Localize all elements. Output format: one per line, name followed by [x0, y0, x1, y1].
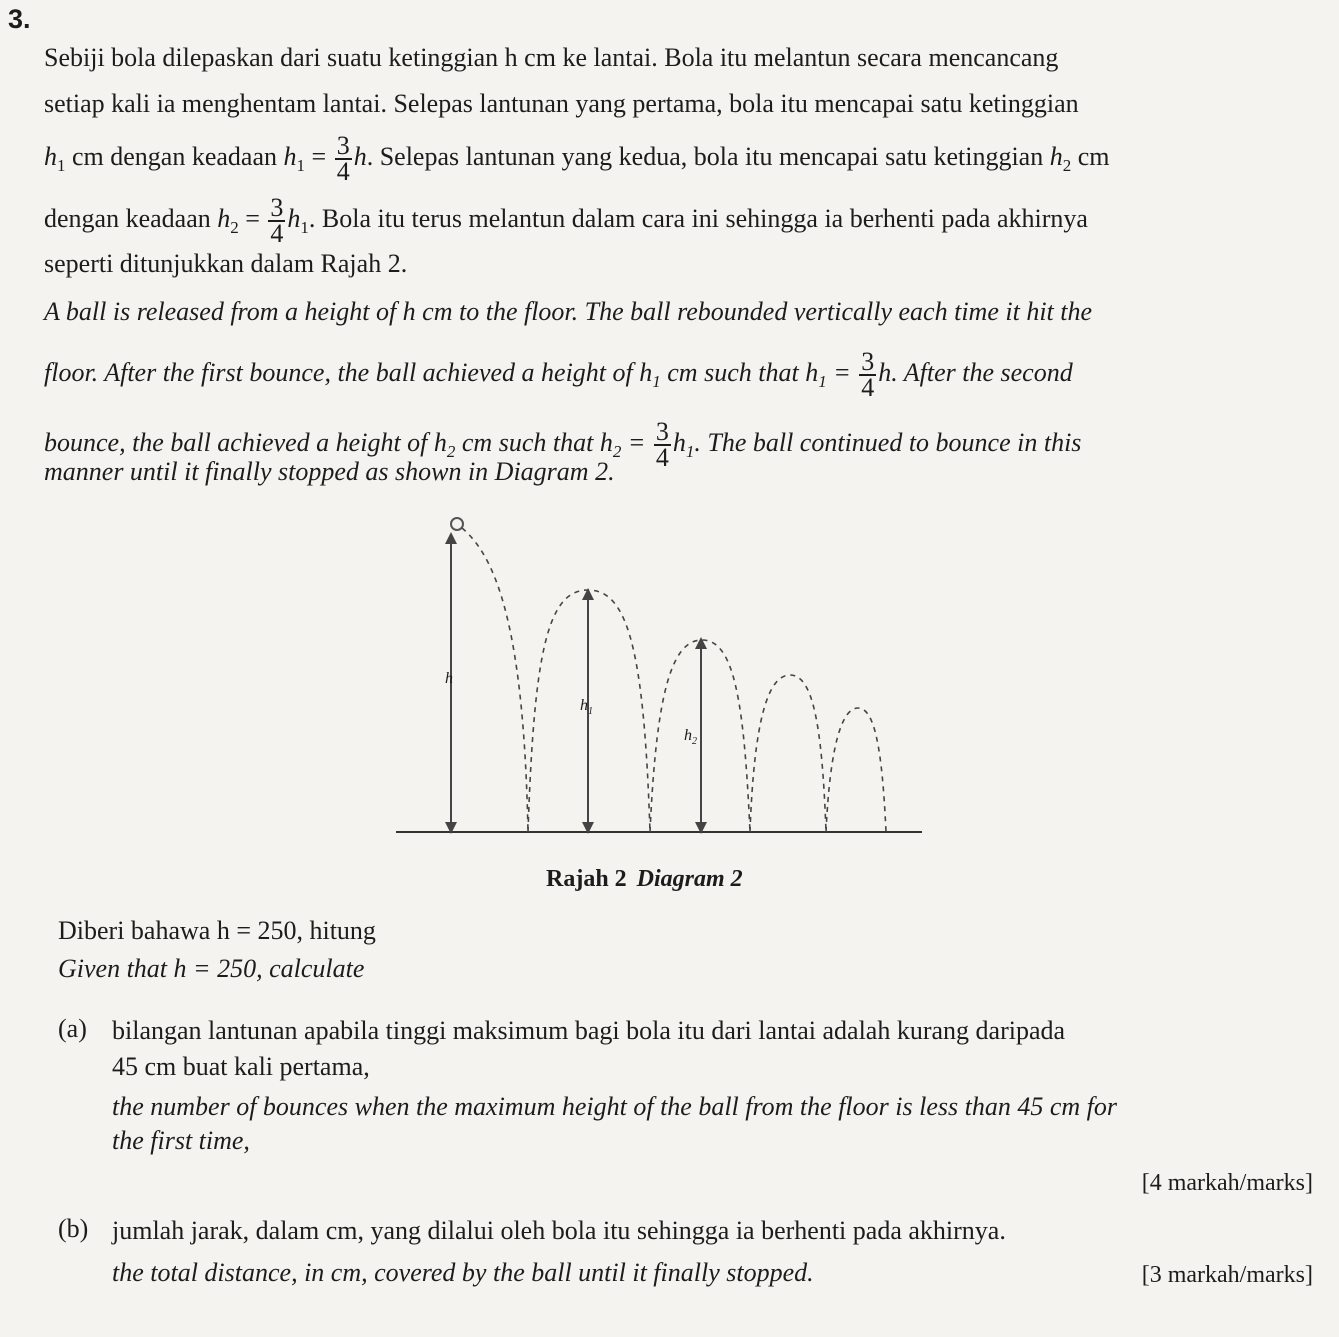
malay-line-3: $h_1$ cm dengan keadaan $h_1$ = $\frac{3}{4}$ h. Selepas lantunan yang kedua, bola itu mencapai satu ketinggian $h_2$ cm [44, 131, 1110, 186]
part-a-malay-1: bilangan lantunan apabila tinggi maksimum bagi bola itu dari lantai adalah kurang daripada [112, 1016, 1066, 1045]
bounce-4-path [826, 708, 886, 832]
malay-line-2: setiap kali ia menghentam lantai. Selepas lantunan yang pertama, bola itu mencapai satu ketinggian [44, 89, 1079, 118]
given-english: Given that h = 250, calculate [58, 954, 365, 983]
english-line-4: manner until it finally stopped as shown in Diagram 2. [44, 457, 615, 486]
part-a-marks: [4 markah/marks] [1141, 1170, 1313, 1196]
part-a-english-1: the number of bounces when the maximum height of the ball from the floor is less than 45 cm for [112, 1092, 1117, 1121]
diagram-label-h1: $h_1$ [580, 697, 593, 718]
given-malay: Diberi bahawa h = 250, hitung [58, 916, 376, 945]
malay-line-5: seperti ditunjukkan dalam Rajah 2. [44, 249, 408, 278]
english-line-1: A ball is released from a height of h cm to the floor. The ball rebounded vertically each time it hit the [44, 297, 1093, 326]
part-b-english: the total distance, in cm, covered by the ball until it finally stopped. [112, 1258, 814, 1287]
ball [451, 518, 463, 530]
part-a-english-2: the first time, [112, 1126, 250, 1155]
english-line-2: floor. After the first bounce, the ball achieved a height of $h_1$ cm such that $h_1$ = $\frac{3}{4}$ h. After the second [44, 347, 1073, 402]
part-b-marks: [3 markah/marks] [1141, 1262, 1313, 1288]
bounce-paths [462, 528, 886, 832]
english-line-3: bounce, the ball achieved a height of $h_2$ cm such that $h_2$ = $\frac{3}{4}$ $h_1$. The ball continued to bounce in this [44, 417, 1082, 472]
question-number: 3. [8, 4, 31, 34]
malay-line-4: dengan keadaan $h_2$ = $\frac{3}{4}$ $h_1$. Bola itu terus melantun dalam cara ini sehingga ia berhenti pada akhirnya [44, 193, 1088, 248]
drop-path [462, 528, 528, 832]
bounce-3-path [750, 675, 826, 832]
part-b-label: (b) [58, 1214, 89, 1243]
malay-line-1: Sebiji bola dilepaskan dari suatu ketinggian h cm ke lantai. Bola itu melantun secara mencancang [44, 43, 1059, 72]
diagram-label-h: h [445, 670, 453, 687]
diagram-caption: Rajah 2 Diagram 2 [546, 866, 743, 892]
part-b-malay: jumlah jarak, dalam cm, yang dilalui oleh bola itu sehingga ia berhenti pada akhirnya. [112, 1216, 1006, 1245]
part-a-label: (a) [58, 1014, 87, 1043]
part-a-malay-2: 45 cm buat kali pertama, [112, 1052, 370, 1081]
diagram-label-h2: $h_2$ [684, 727, 697, 748]
